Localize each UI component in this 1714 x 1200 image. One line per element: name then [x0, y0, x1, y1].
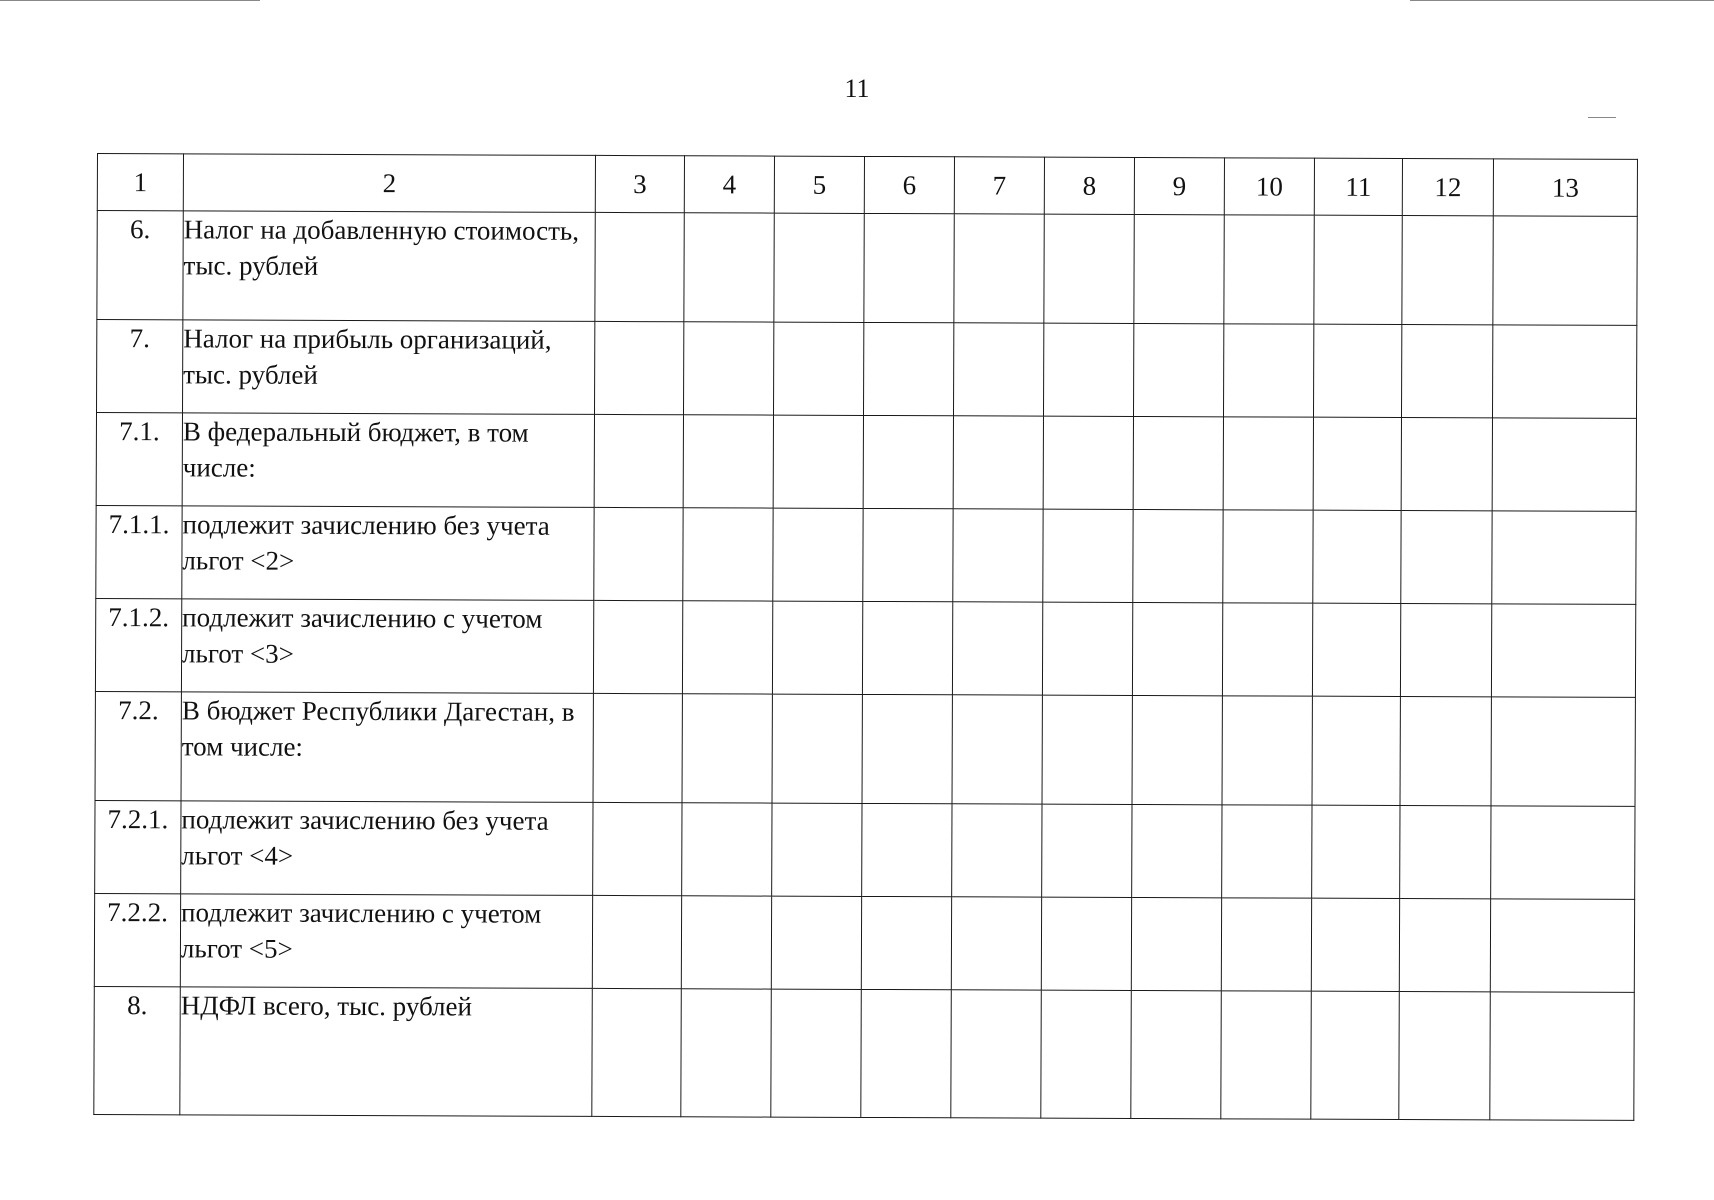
- empty-value-cell: [594, 321, 683, 414]
- row-label: подлежит зачислению без учета льгот <2>: [182, 506, 594, 601]
- empty-value-cell: [863, 322, 953, 415]
- empty-value-cell: [1042, 602, 1132, 695]
- empty-value-cell: [592, 895, 681, 988]
- column-header: 1: [97, 154, 183, 211]
- column-header: 8: [1044, 157, 1134, 214]
- scan-edge-mark-left: [0, 0, 260, 1]
- row-number: 8.: [94, 986, 180, 1114]
- empty-value-cell: [681, 896, 771, 989]
- row-number: 7.1.2.: [95, 598, 181, 691]
- empty-value-cell: [1133, 416, 1223, 509]
- empty-value-cell: [774, 213, 864, 322]
- empty-value-cell: [1493, 216, 1637, 326]
- empty-value-cell: [952, 804, 1042, 897]
- empty-value-cell: [1401, 325, 1492, 418]
- empty-value-cell: [861, 896, 951, 989]
- empty-value-cell: [1492, 511, 1636, 605]
- table-row: [96, 505, 1636, 604]
- empty-value-cell: [682, 601, 772, 694]
- page-number: 11: [844, 74, 870, 103]
- empty-value-cell: [772, 803, 862, 896]
- row-number: 7.: [97, 320, 183, 413]
- empty-value-cell: [684, 213, 774, 322]
- column-header: 10: [1224, 158, 1314, 215]
- column-numbers-row: [97, 154, 1637, 217]
- empty-value-cell: [1223, 324, 1313, 417]
- empty-value-cell: [1491, 806, 1635, 900]
- empty-value-cell: [773, 508, 863, 601]
- empty-value-cell: [861, 989, 951, 1117]
- table-row: [94, 986, 1634, 1120]
- empty-value-cell: [683, 415, 773, 508]
- empty-value-cell: [863, 415, 953, 508]
- table-row: [94, 893, 1634, 992]
- empty-value-cell: [1313, 510, 1401, 603]
- empty-value-cell: [1041, 897, 1131, 990]
- empty-value-cell: [953, 323, 1043, 416]
- empty-value-cell: [952, 602, 1042, 695]
- empty-value-cell: [954, 214, 1044, 323]
- table-row: [95, 800, 1635, 899]
- empty-value-cell: [1491, 604, 1635, 698]
- empty-value-cell: [1400, 604, 1491, 697]
- empty-value-cell: [1132, 602, 1222, 695]
- empty-value-cell: [1312, 603, 1400, 696]
- empty-value-cell: [1131, 990, 1221, 1118]
- empty-value-cell: [1400, 697, 1491, 806]
- empty-value-cell: [771, 989, 861, 1117]
- row-number: 6.: [97, 211, 183, 320]
- scan-edge-mark-right: [1410, 0, 1714, 1]
- empty-value-cell: [1312, 696, 1400, 805]
- table-row: [97, 211, 1637, 326]
- column-header: 7: [954, 157, 1044, 214]
- empty-value-cell: [1041, 990, 1131, 1118]
- empty-value-cell: [1401, 511, 1492, 604]
- empty-value-cell: [951, 990, 1041, 1118]
- empty-value-cell: [1311, 898, 1399, 991]
- empty-value-cell: [1312, 805, 1400, 898]
- column-header: 12: [1402, 159, 1493, 216]
- row-label: подлежит зачислению с учетом льгот <3>: [181, 599, 593, 694]
- empty-value-cell: [1044, 214, 1134, 323]
- empty-value-cell: [952, 695, 1042, 804]
- empty-value-cell: [1042, 695, 1132, 804]
- table-row: [95, 598, 1635, 697]
- empty-value-cell: [592, 988, 681, 1116]
- column-header: 3: [595, 155, 684, 212]
- table-row: [95, 691, 1635, 806]
- column-header: 2: [183, 154, 595, 213]
- empty-value-cell: [1221, 898, 1311, 991]
- scan-dash-mark: [1588, 117, 1616, 118]
- column-header: 11: [1314, 158, 1402, 215]
- empty-value-cell: [1491, 697, 1635, 807]
- empty-value-cell: [593, 600, 682, 693]
- data-table: [93, 153, 1638, 1121]
- row-label: НДФЛ всего, тыс. рублей: [180, 987, 592, 1117]
- empty-value-cell: [862, 803, 952, 896]
- empty-value-cell: [1132, 804, 1222, 897]
- column-header: 6: [864, 156, 954, 213]
- row-label: В федеральный бюджет, в том числе:: [182, 413, 594, 508]
- column-header: 4: [684, 156, 774, 213]
- row-label: Налог на добавленную стоимость, тыс. рублей: [183, 211, 595, 322]
- empty-value-cell: [682, 694, 772, 803]
- empty-value-cell: [1401, 418, 1492, 511]
- row-label: подлежит зачислению с учетом льгот <5>: [180, 894, 592, 989]
- empty-value-cell: [593, 802, 682, 895]
- empty-value-cell: [1399, 992, 1490, 1120]
- empty-value-cell: [772, 601, 862, 694]
- empty-value-cell: [594, 507, 683, 600]
- empty-value-cell: [593, 693, 682, 802]
- row-number: 7.2.: [95, 691, 181, 800]
- empty-value-cell: [1043, 509, 1133, 602]
- row-number: 7.1.: [96, 413, 182, 506]
- empty-value-cell: [1222, 696, 1312, 805]
- empty-value-cell: [1400, 806, 1491, 899]
- empty-value-cell: [1313, 417, 1401, 510]
- empty-value-cell: [594, 414, 683, 507]
- table-row: [96, 413, 1636, 512]
- empty-value-cell: [595, 212, 684, 321]
- empty-value-cell: [953, 509, 1043, 602]
- empty-value-cell: [1133, 323, 1223, 416]
- empty-value-cell: [1490, 992, 1634, 1121]
- row-label: подлежит зачислению без учета льгот <4>: [181, 801, 593, 896]
- empty-value-cell: [1492, 418, 1636, 512]
- empty-value-cell: [1399, 899, 1490, 992]
- empty-value-cell: [1224, 215, 1314, 324]
- row-label: Налог на прибыль организаций, тыс. рублей: [183, 320, 595, 415]
- empty-value-cell: [1132, 695, 1222, 804]
- empty-value-cell: [1492, 325, 1636, 419]
- row-label: В бюджет Республики Дагестан, в том числе:: [181, 692, 593, 803]
- empty-value-cell: [1222, 603, 1312, 696]
- empty-value-cell: [1314, 215, 1402, 324]
- empty-value-cell: [682, 803, 772, 896]
- empty-value-cell: [683, 508, 773, 601]
- row-number: 7.1.1.: [96, 505, 182, 598]
- empty-value-cell: [862, 694, 952, 803]
- table-row: [97, 320, 1637, 419]
- empty-value-cell: [862, 601, 952, 694]
- empty-value-cell: [863, 508, 953, 601]
- empty-value-cell: [773, 415, 863, 508]
- empty-value-cell: [951, 897, 1041, 990]
- empty-value-cell: [1223, 510, 1313, 603]
- empty-value-cell: [772, 694, 862, 803]
- empty-value-cell: [1043, 323, 1133, 416]
- empty-value-cell: [681, 989, 771, 1117]
- empty-value-cell: [1131, 897, 1221, 990]
- empty-value-cell: [771, 896, 861, 989]
- row-number: 7.2.2.: [94, 893, 180, 986]
- empty-value-cell: [1133, 509, 1223, 602]
- column-header: 13: [1493, 159, 1637, 217]
- empty-value-cell: [1042, 804, 1132, 897]
- empty-value-cell: [1134, 214, 1224, 323]
- column-header: 9: [1134, 157, 1224, 214]
- empty-value-cell: [1490, 899, 1634, 993]
- row-number: 7.2.1.: [95, 800, 181, 893]
- empty-value-cell: [1221, 991, 1311, 1119]
- empty-value-cell: [683, 322, 773, 415]
- column-header: 5: [774, 156, 864, 213]
- empty-value-cell: [953, 416, 1043, 509]
- empty-value-cell: [1223, 417, 1313, 510]
- empty-value-cell: [1402, 216, 1493, 325]
- empty-value-cell: [1311, 991, 1399, 1119]
- empty-value-cell: [1313, 324, 1401, 417]
- empty-value-cell: [773, 322, 863, 415]
- empty-value-cell: [1043, 416, 1133, 509]
- empty-value-cell: [1222, 805, 1312, 898]
- empty-value-cell: [864, 213, 954, 322]
